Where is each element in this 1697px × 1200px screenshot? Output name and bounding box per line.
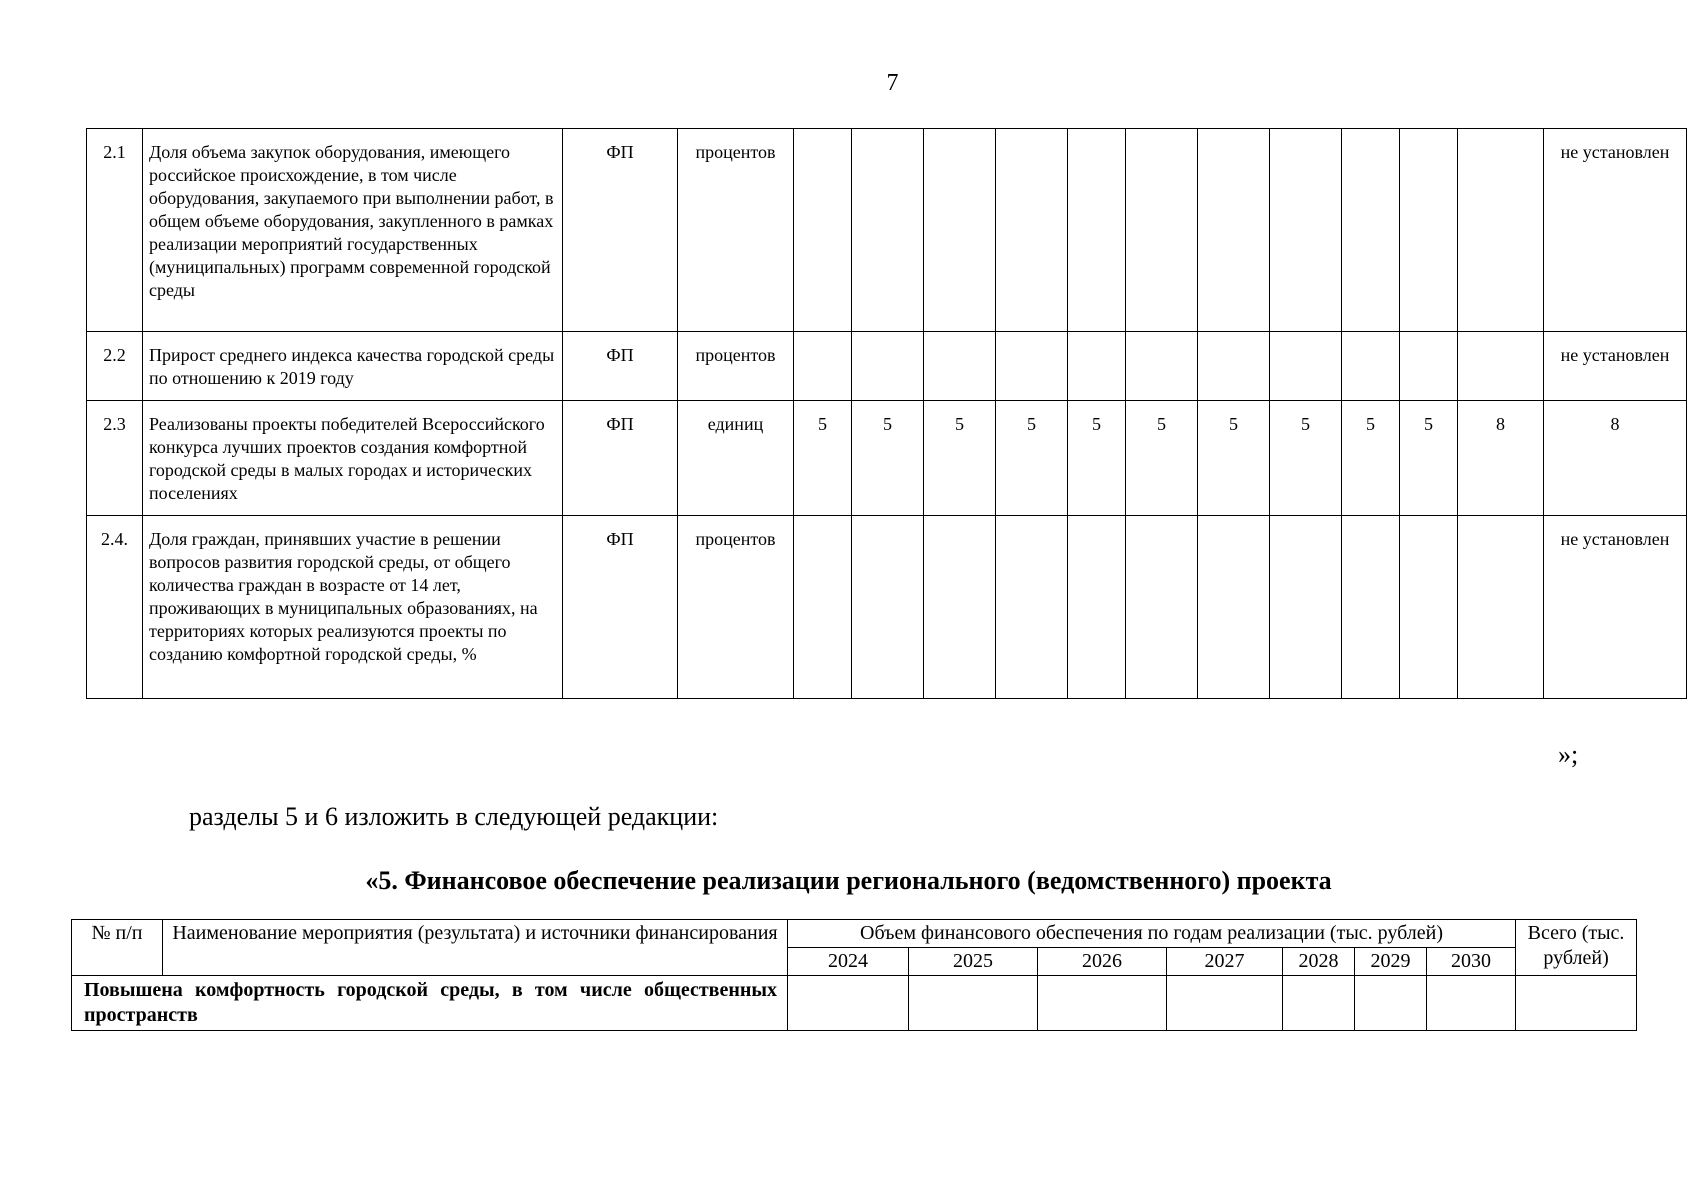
indicator-value: 5 [1198, 401, 1270, 516]
indicator-value [1068, 516, 1126, 699]
finance-header-name: Наименование мероприятия (результата) и источники финансирования [163, 920, 788, 976]
finance-table [71, 919, 1637, 1031]
indicator-value: 5 [1126, 401, 1198, 516]
indicator-value [1342, 332, 1400, 401]
indicator-value [1198, 332, 1270, 401]
finance-row-total [1516, 976, 1637, 1031]
indicator-value [1400, 332, 1458, 401]
finance-value [909, 976, 1038, 1031]
indicator-value [1270, 332, 1342, 401]
indicator-value [1270, 129, 1342, 332]
indicator-value: 5 [794, 401, 852, 516]
indicator-unit: процентов [678, 516, 794, 699]
indicator-value [1400, 516, 1458, 699]
indicators-table [86, 128, 1687, 699]
indicator-number: 2.3 [87, 401, 143, 516]
indicator-value [924, 516, 996, 699]
finance-value [1038, 976, 1167, 1031]
finance-year-header: 2025 [909, 948, 1038, 976]
indicator-name: Прирост среднего индекса качества городской среды по отношению к 2019 году [143, 332, 563, 401]
indicator-value [852, 516, 924, 699]
indicator-final-value: не установлен [1544, 129, 1687, 332]
indicator-value [1342, 516, 1400, 699]
indicator-unit: единиц [678, 401, 794, 516]
closing-quote: »; [1558, 740, 1579, 769]
indicator-value [996, 129, 1068, 332]
indicator-number: 2.4. [87, 516, 143, 699]
indicator-level: ФП [563, 332, 678, 401]
finance-year-header: 2030 [1427, 948, 1516, 976]
indicator-number: 2.2 [87, 332, 143, 401]
indicator-value: 5 [1068, 401, 1126, 516]
finance-row-title: Повышена комфортность городской среды, в том числе общественных пространств [72, 976, 788, 1031]
indicator-value [1126, 332, 1198, 401]
indicator-final-value: не установлен [1544, 516, 1687, 699]
indicator-value: 5 [1400, 401, 1458, 516]
indicator-value [1270, 516, 1342, 699]
indicator-value [996, 516, 1068, 699]
indicator-value [1126, 516, 1198, 699]
indicator-value [924, 129, 996, 332]
finance-year-header: 2027 [1167, 948, 1283, 976]
indicator-final-value: не установлен [1544, 332, 1687, 401]
indicator-value [1400, 129, 1458, 332]
indicator-row [87, 332, 1687, 401]
finance-year-header: 2026 [1038, 948, 1167, 976]
indicator-value [852, 332, 924, 401]
indicator-value [1068, 129, 1126, 332]
finance-header-total: Всего (тыс. рублей) [1516, 920, 1637, 976]
section-heading: «5. Финансовое обеспечение реализации регионального (ведомственного) проекта [365, 866, 1332, 895]
indicator-value [794, 332, 852, 401]
indicator-value [1458, 129, 1544, 332]
indicator-value [996, 332, 1068, 401]
indicator-row [87, 129, 1687, 332]
indicator-name: Доля граждан, принявших участие в решении вопросов развития городской среды, от общего количества граждан в возрасте от 14 лет, проживающих в муниципальных образованиях, на территориях которых реализуются проекты по созданию комфортной городской среды, % [143, 516, 563, 699]
indicator-value [852, 129, 924, 332]
indicator-value: 5 [996, 401, 1068, 516]
indicator-value [794, 516, 852, 699]
finance-value [1283, 976, 1355, 1031]
indicator-value [1198, 516, 1270, 699]
indicator-value [1198, 129, 1270, 332]
page-number: 7 [886, 70, 899, 96]
indicator-unit: процентов [678, 332, 794, 401]
indicator-unit: процентов [678, 129, 794, 332]
indicator-value: 5 [1342, 401, 1400, 516]
indicator-row [87, 401, 1687, 516]
indicator-value: 8 [1458, 401, 1544, 516]
indicator-value [1068, 332, 1126, 401]
indicator-value: 5 [852, 401, 924, 516]
indicator-level: ФП [563, 401, 678, 516]
finance-year-header: 2024 [788, 948, 909, 976]
indicator-value [794, 129, 852, 332]
finance-year-header: 2028 [1283, 948, 1355, 976]
finance-value [1355, 976, 1427, 1031]
indicator-name: Реализованы проекты победителей Всероссийского конкурса лучших проектов создания комфортной городской среды в малых городах и исторических поселениях [143, 401, 563, 516]
indicator-row [87, 516, 1687, 699]
indicator-name: Доля объема закупок оборудования, имеющего российское происхождение, в том числе оборудования, закупаемого при выполнении работ, в общем объеме оборудования, закупленного в рамках реализации мероприятий государственных (муниципальных) программ современной городской среды [143, 129, 563, 332]
indicator-value: 5 [1270, 401, 1342, 516]
finance-value [1427, 976, 1516, 1031]
indicator-value: 5 [924, 401, 996, 516]
indicator-level: ФП [563, 129, 678, 332]
indicator-value [1458, 516, 1544, 699]
indicator-value [1342, 129, 1400, 332]
finance-value [788, 976, 909, 1031]
indicator-final-value: 8 [1544, 401, 1687, 516]
instruction-text: разделы 5 и 6 изложить в следующей редакции: [189, 802, 719, 831]
indicator-number: 2.1 [87, 129, 143, 332]
finance-year-header: 2029 [1355, 948, 1427, 976]
indicator-level: ФП [563, 516, 678, 699]
indicator-value [924, 332, 996, 401]
indicator-value [1458, 332, 1544, 401]
finance-header-num: № п/п [72, 920, 163, 976]
indicator-value [1126, 129, 1198, 332]
finance-value [1167, 976, 1283, 1031]
finance-row [72, 976, 1637, 1031]
finance-header-volume: Объем финансового обеспечения по годам реализации (тыс. рублей) [788, 920, 1516, 948]
